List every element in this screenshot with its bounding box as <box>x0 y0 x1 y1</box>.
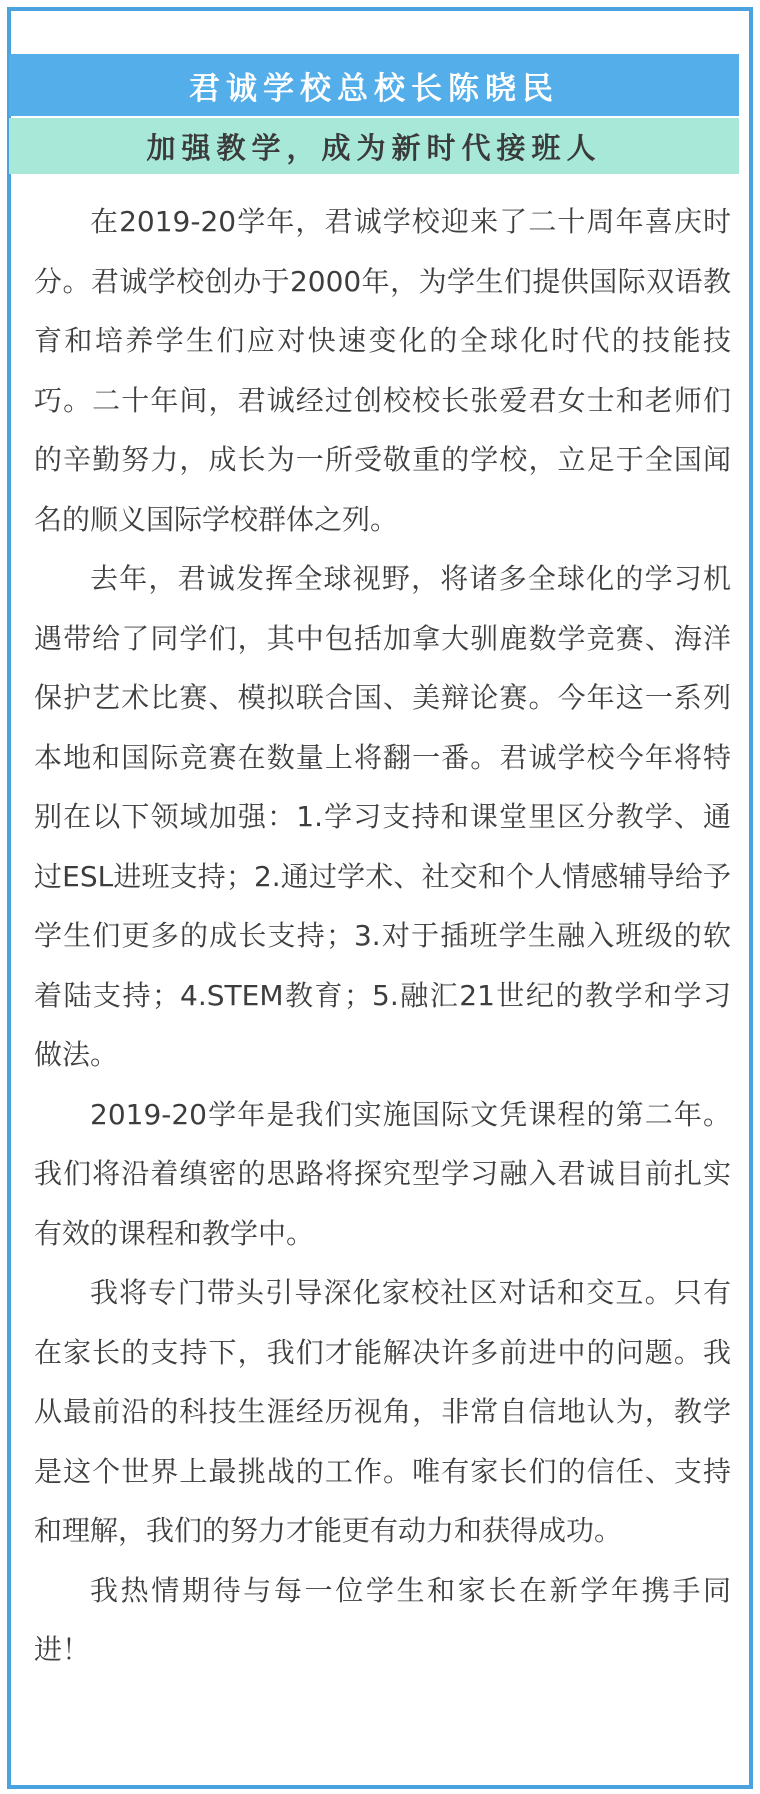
paragraph: 我热情期待与每一位学生和家长在新学年携手同进！ <box>34 1573 731 1666</box>
subtitle-banner: 加强教学，成为新时代接班人 <box>9 118 739 174</box>
paragraph: 我将专门带头引导深化家校社区对话和交互。只有在家长的支持下，我们才能解决许多前进中的问题。我从最前沿的科技生涯经历视角，非常自信地认为，教学是这个世界上最挑战的工作。唯有家长们的信任、支持和理解，我们的努力才能更有动力和获得成功。 <box>34 1276 731 1547</box>
paragraph: 去年，君诚发挥全球视野，将诸多全球化的学习机遇带给了同学们，其中包括加拿大驯鹿数学竞赛、海洋保护艺术比赛、模拟联合国、美辩论赛。今年这一系列本地和国际竞赛在数量上将翻一番。君诚学校今年将特别在以下领域加强：1.学习支持和课堂里区分教学、通过ESL进班支持；2.通过学术、社交和个人情感辅导给予学生们更多的成长支持；3.对于插班学生融入班级的软着陆支持；4.STEM教育；5.融汇21世纪的教学和学习做法。 <box>34 562 731 1071</box>
paragraph: 在2019-20学年，君诚学校迎来了二十周年喜庆时分。君诚学校创办于2000年，为学生们提供国际双语教育和培养学生们应对快速变化的全球化时代的技能技巧。二十年间，君诚经过创校校长张爱君女士和老师们的辛勤努力，成长为一所受敬重的学校，立足于全国闻名的顺义国际学校群体之列。 <box>34 205 731 536</box>
author-title-banner: 君诚学校总校长陈晓民 <box>9 54 739 116</box>
article-body <box>34 192 731 1680</box>
paragraph: 2019-20学年是我们实施国际文凭课程的第二年。我们将沿着缜密的思路将探究型学习融入君诚目前扎实有效的课程和教学中。 <box>34 1097 731 1250</box>
